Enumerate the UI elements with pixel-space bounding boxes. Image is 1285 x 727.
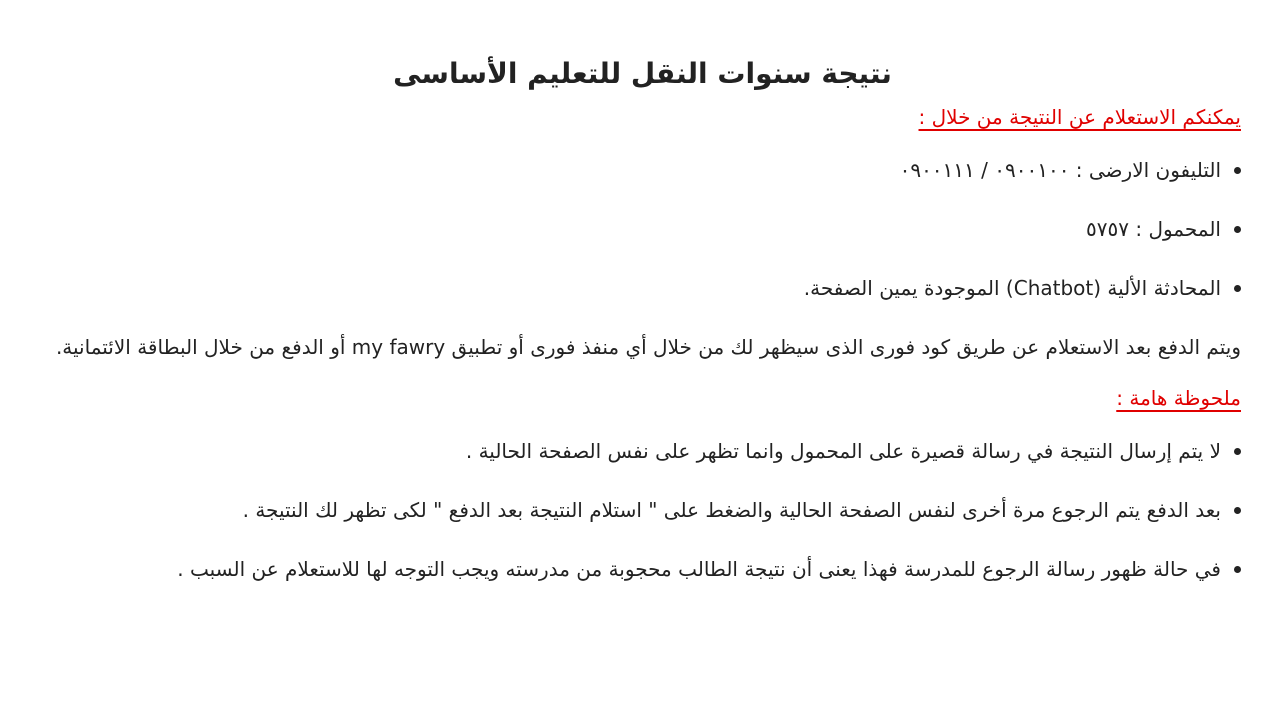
inquiry-heading: يمكنكم الاستعلام عن النتيجة من خلال : [918,105,1241,129]
payment-paragraph: ويتم الدفع بعد الاستعلام عن طريق كود فورى الذى سيظهر لك من خلال أي منفذ فورى أو تطبيق my fawry أو الدفع من خلال البطاقة الائتمانية. [55,335,1241,359]
note-list [44,433,1241,587]
list-item-text: المحادثة الألية (Chatbot) الموجودة يمين الصفحة. [803,276,1221,300]
list-item [44,433,1221,469]
list-item [44,152,1221,188]
bullet-icon [1234,167,1241,174]
list-item-text: لا يتم إرسال النتيجة في رسالة قصيرة على المحمول وانما تظهر على نفس الصفحة الحالية . [465,439,1221,463]
list-item [44,492,1221,528]
list-item-text: بعد الدفع يتم الرجوع مرة أخرى لنفس الصفحة الحالية والضغط على " استلام النتيجة بعد الدفع " لكى تظهر لك النتيجة . [242,498,1221,522]
bullet-icon [1234,507,1241,514]
list-item-text: المحمول : ٥٧٥٧ [1086,217,1221,241]
list-item [44,551,1221,587]
list-item [44,211,1221,247]
page-title: نتيجة سنوات النقل للتعليم الأساسى [393,57,892,90]
note-heading: ملحوظة هامة : [1116,386,1241,410]
inquiry-list [44,152,1241,306]
bullet-icon [1234,226,1241,233]
list-item [44,270,1221,306]
list-item-text: في حالة ظهور رسالة الرجوع للمدرسة فهذا يعنى أن نتيجة الطالب محجوبة من مدرسته ويجب التوجه لها للاستعلام عن السبب . [177,557,1221,581]
bullet-icon [1234,448,1241,455]
list-item-text: التليفون الارضى : ٠٩٠٠١٠٠ / ٠٩٠٠١١١ [899,158,1221,182]
bullet-icon [1234,566,1241,573]
bullet-icon [1234,285,1241,292]
